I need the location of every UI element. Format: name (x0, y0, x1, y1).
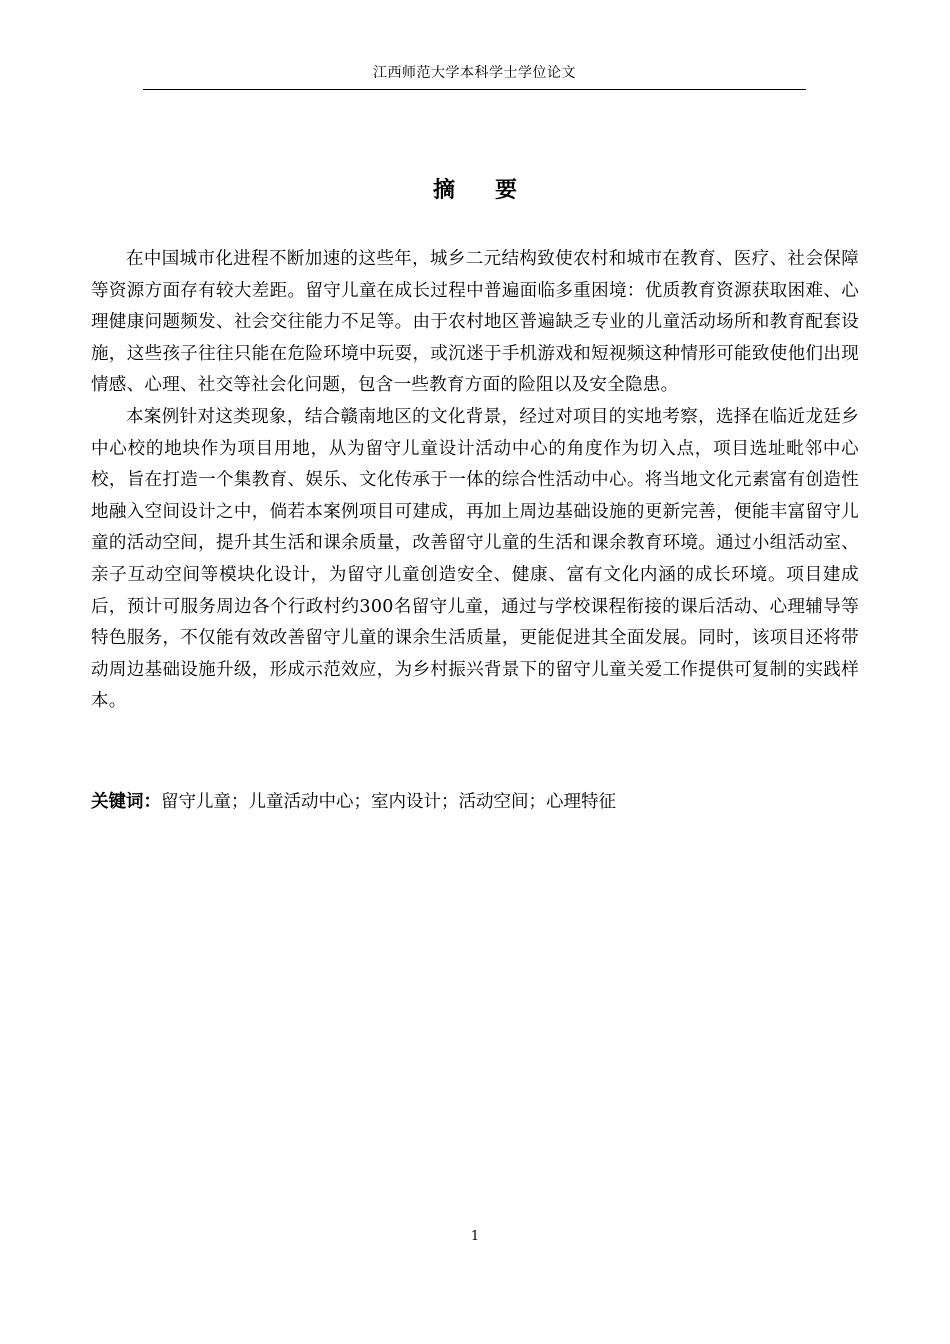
keywords-label: 关键词： (91, 792, 161, 812)
header-rule (143, 89, 806, 90)
abstract-title (0, 176, 950, 206)
keywords-text: 留守儿童；儿童活动中心；室内设计；活动空间；心理特征 (161, 792, 616, 812)
abstract-paragraph-1: 在中国城市化进程不断加速的这些年，城乡二元结构致使农村和城市在教育、医疗、社会保障等资源方面存有较大差距。留守儿童在成长过程中普遍面临多重困境：优质教育资源获取困难、心理健康问题频发、社会交往能力不足等。由于农村地区普遍缺乏专业的儿童活动场所和教育配套设施，这些孩子往往只能在危险环境中玩耍，或沉迷于手机游戏和短视频这种情形可能致使他们出现情感、心理、社交等社会化问题，包含一些教育方面的险阻以及安全隐患。 (91, 249, 859, 396)
abstract-title-char-1: 摘 (432, 178, 455, 203)
page-number: 1 (470, 1229, 480, 1244)
abstract-title-char-2: 要 (495, 178, 518, 203)
abstract-body (91, 244, 859, 718)
running-header: 江西师范大学本科学士学位论文 (373, 65, 576, 81)
keywords-line (91, 786, 859, 818)
abstract-paragraph-2: 本案例针对这类现象，结合赣南地区的文化背景，经过对项目的实地考察，选择在临近龙廷乡中心校的地块作为项目用地，从为留守儿童设计活动中心的角度作为切入点，项目选址毗邻中心校，旨在打造一个集教育、娱乐、文化传承于一体的综合性活动中心。将当地文化元素富有创造性地融入空间设计之中，倘若本案例项目可建成，再加上周边基础设施的更新完善，便能丰富留守儿童的活动空间，提升其生活和课余质量，改善留守儿童的生活和课余教育环境。通过小组活动室、亲子互动空间等模块化设计，为留守儿童创造安全、健康、富有文化内涵的成长环境。项目建成后，预计可服务周边各个行政村约300名留守儿童，通过与学校课程衔接的课后活动、心理辅导等特色服务，不仅能有效改善留守儿童的课余生活质量，更能促进其全面发展。同时，该项目还将带动周边基础设施升级，形成示范效应，为乡村振兴背景下的留守儿童关爱工作提供可复制的实践样本。 (91, 406, 859, 712)
